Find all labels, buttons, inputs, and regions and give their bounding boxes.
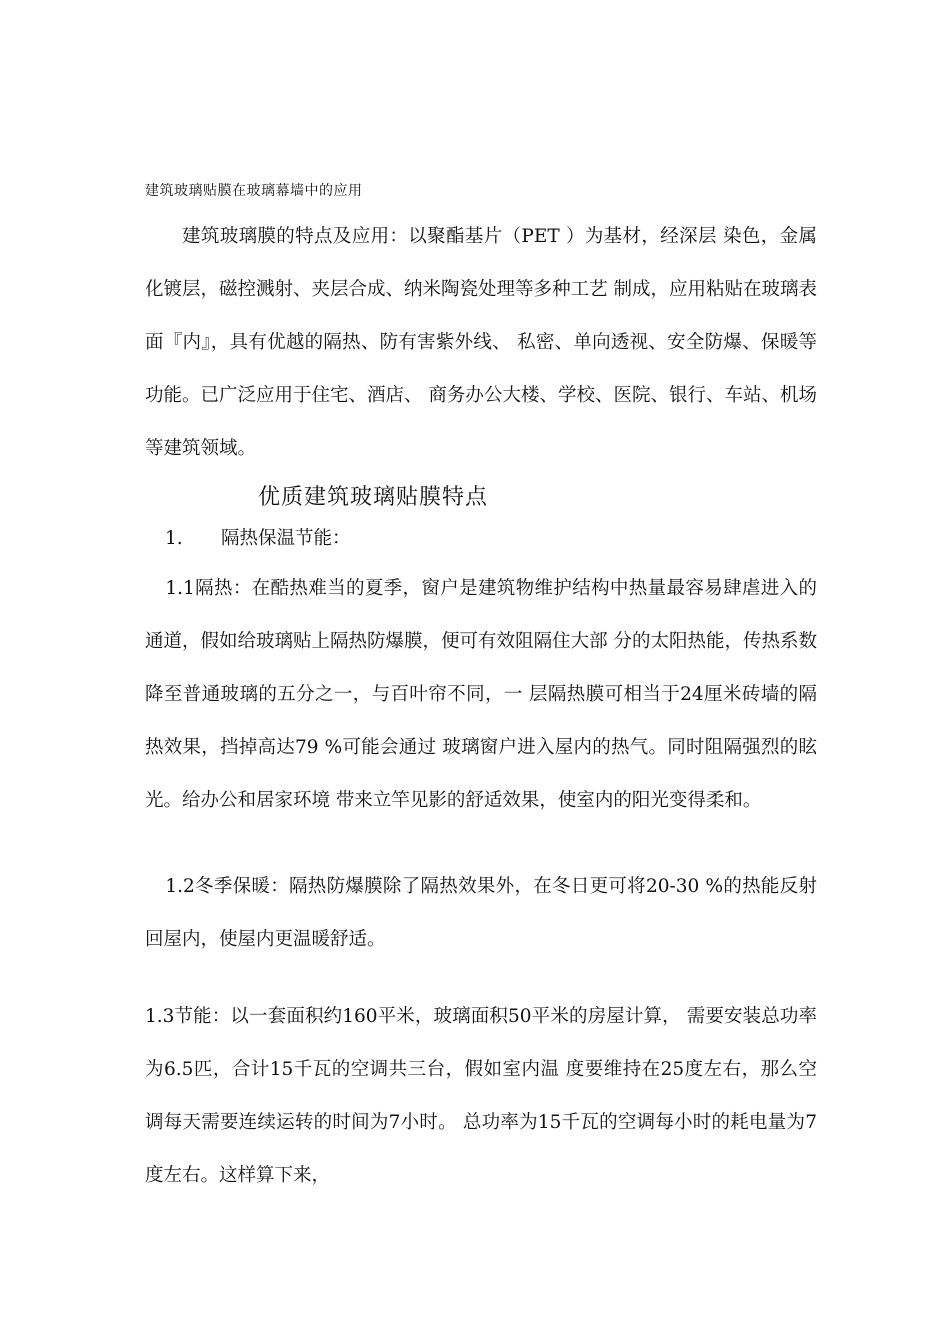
item-heading (165, 512, 817, 565)
item-title: 隔热保温节能： (221, 528, 351, 549)
paragraph-1-3: 1.3节能：以一套面积约160平米，玻璃面积50平米的房屋计算， 需要安装总功率为6.5匹，合计15千瓦的空调共三台，假如室内温 度要维持在25度左右，那么空调每天需要连续运转的时间为7小时。 总功率为15千瓦的空调每小时的耗电量为7度左右。这样算下来， (145, 1006, 817, 1186)
document-title: 建筑玻璃贴膜在玻璃幕墙中的应用 (145, 183, 363, 199)
item-number: 1. (165, 528, 183, 549)
section-heading: 优质建筑玻璃贴膜特点 (258, 485, 489, 510)
paragraph-1-1: 1.1隔热：在酷热难当的夏季，窗户是建筑物维护结构中热量最容易肆虐进入的通道，假如给玻璃贴上隔热防爆膜，便可有效阻隔住大部 分的太阳热能，传热系数降至普通玻璃的五分之一，与百叶帘不同，一 层隔热膜可相当于24厘米砖墙的隔热效果，挡掉高达79 %可能会通过 玻璃窗户进入屋内的热气。同时阻隔强烈的眩光。给办公和居家环境 带来立竿见影的舒适效果，使室内的阳光变得柔和。 (145, 578, 817, 811)
intro-paragraph: 建筑玻璃膜的特点及应用：以聚酯基片（PET ）为基材，经深层 染色，金属化镀层，磁控溅射、夹层合成、纳米陶瓷处理等多种工艺 制成，应用粘贴在玻璃表面『内』，具有优越的隔热、防有害紫外线、 私密、单向透视、安全防爆、保暖等功能。已广泛应用于住宅、酒店、 商务办公大楼、学校、医院、银行、车站、机场等建筑领域。 (145, 226, 817, 459)
paragraph-1-2: 1.2冬季保暖：隔热防爆膜除了隔热效果外，在冬日更可将20-30 %的热能反射回屋内，使屋内更温暖舒适。 (145, 876, 817, 950)
